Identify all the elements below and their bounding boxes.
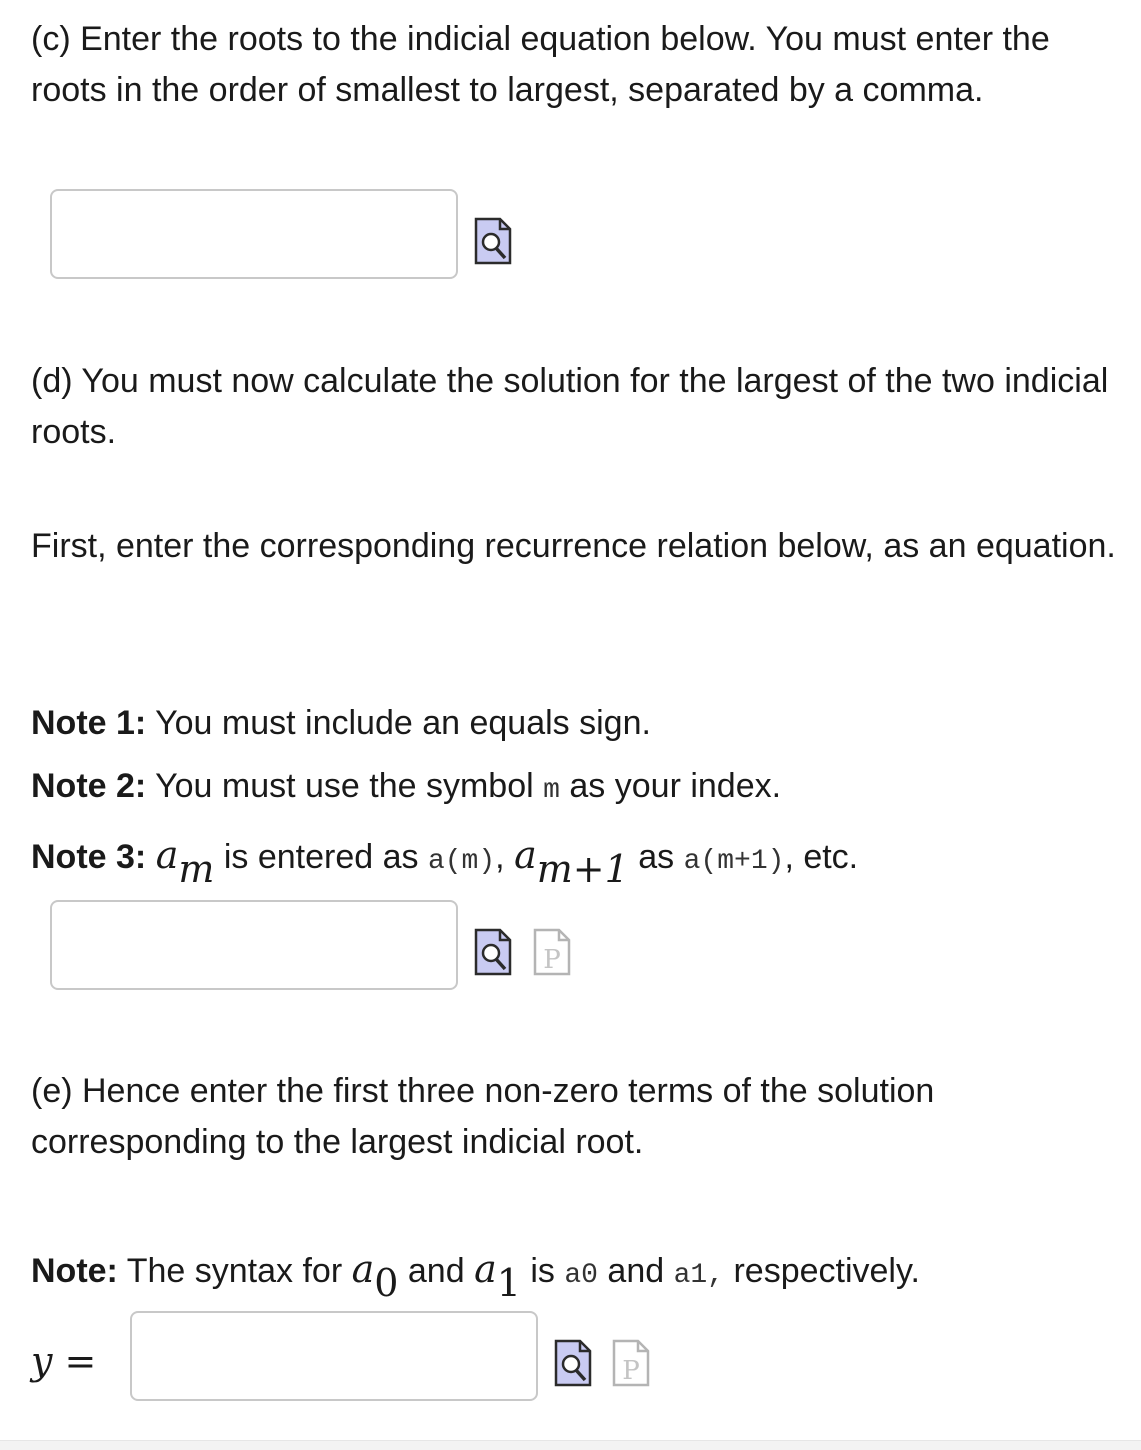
recurrence-relation-input[interactable] [50,900,458,990]
note-2-post: as your index. [559,767,782,805]
equation-palette-icon[interactable] [612,1339,650,1387]
note-3-label: Note 3: [31,838,147,876]
recurrence-instruction: First, enter the corresponding recurrence relation below, as an equation. [31,527,1116,565]
syntax-code-a0: a0 [564,1260,598,1291]
series-solution-input[interactable] [130,1311,538,1401]
syntax-code-a1: a1, [673,1260,725,1291]
syntax-note-label: Note: [31,1252,118,1290]
question-part-c: (c) Enter the roots to the indicial equation below. You must enter the roots in the order of smallest to largest, separated by a comma. [31,20,1050,109]
question-part-e: (e) Hence enter the first three non-zero terms of the solution corresponding to the largest indicial root. [31,1072,935,1161]
var-a-0: $a_0$ [351,1247,399,1305]
note-3-end: , etc. [784,838,859,876]
indicial-roots-input[interactable] [50,189,458,279]
preview-magnifier-icon[interactable] [554,1339,592,1387]
note-1 [31,701,651,745]
note-3 [31,833,859,891]
var-a-m: $a_m$ [155,833,215,891]
note-2-label: Note 2: [31,767,147,805]
note-1-label: Note 1: [31,704,147,742]
note-3-mid1: is entered as [214,838,428,876]
note-3-mid2: as [628,838,684,876]
svg-text:P: P [622,1356,640,1386]
y-equals-label: y = [31,1339,97,1383]
equation-palette-icon[interactable] [533,928,571,976]
var-a-m-plus-1: $a_{m+1}$ [514,833,629,891]
note-3-code2: a(m+1) [683,846,785,877]
preview-magnifier-icon[interactable] [474,217,512,265]
note-2 [31,764,781,813]
note-2-pre: You must use the symbol [146,767,544,805]
note-3-code1: a(m) [427,846,496,877]
svg-text:P: P [543,945,561,975]
note-2-code: m [543,775,560,806]
note-1-text: You must include an equals sign. [146,704,651,742]
syntax-note: Note: The syntax for $a_0$ and $a_1$ is a0 and a1, respectively. [31,1247,920,1305]
question-part-d: (d) You must now calculate the solution for the largest of the two indicial roots. [31,362,1109,451]
note-3-sep: , [495,838,515,876]
preview-magnifier-icon[interactable] [474,928,512,976]
var-a-1: $a_1$ [474,1247,521,1305]
